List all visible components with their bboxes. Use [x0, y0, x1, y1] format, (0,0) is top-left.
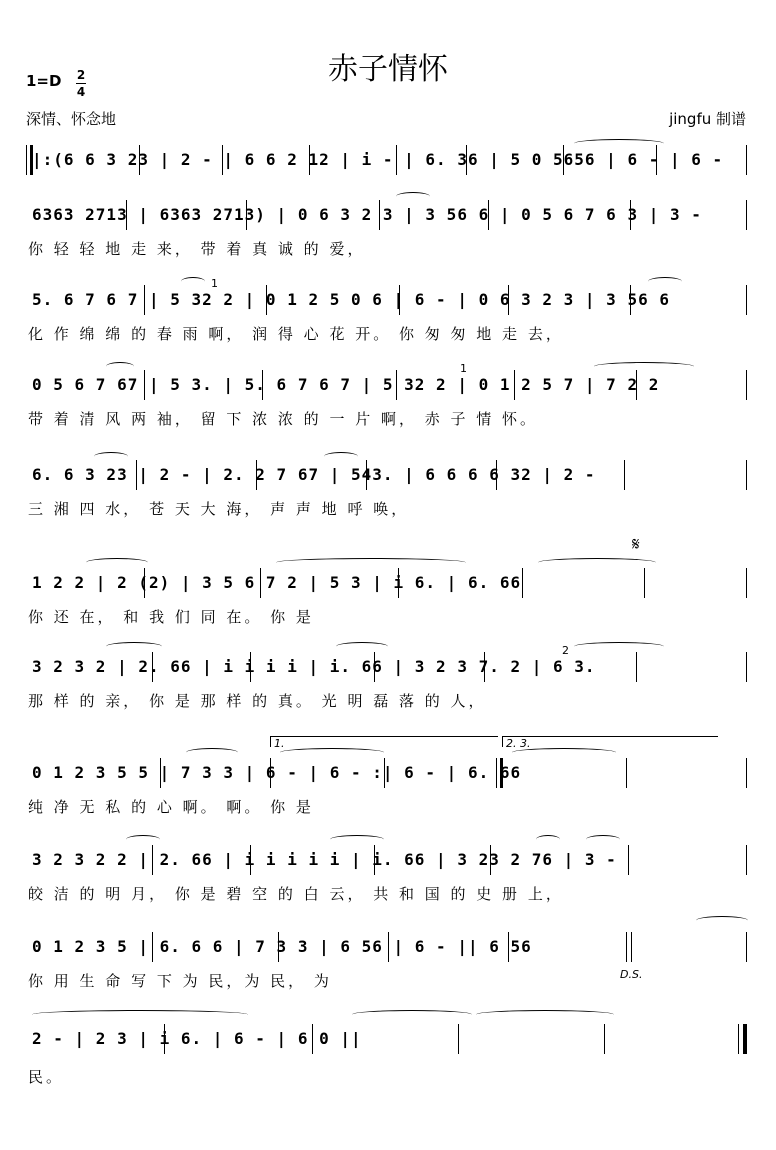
grace-note: 2	[562, 644, 569, 657]
key-signature: 1=D	[26, 72, 62, 90]
notation-line: |:(6 6 3 23 | 2 - | 6 6 2 12 | i - | 6. 36 | 5 0 5656 | 6 - | 6 -	[32, 150, 724, 169]
notation-line: 5. 6 7 6 7 | 5 32 2 | 0 1 2 5 0 6 | 6 - | 0 6 3 2 3 | 3 56 6	[32, 290, 670, 309]
notation-line: 3 2 3 2 | 2. 66 | i i i i | i. 66 | 3 2 3 7. 2 | 6 3.	[32, 657, 596, 676]
ds-marking: D.S.	[620, 968, 643, 981]
meter-bottom: 4	[76, 85, 86, 99]
lyrics-line: 你 用 生 命 写 下 为 民，为 民， 为	[28, 972, 332, 990]
time-signature	[76, 68, 86, 99]
lyrics-line: 化 作 绵 绵 的 春 雨 啊， 润 得 心 花 开。 你 匆 匆 地 走 去，	[28, 325, 564, 343]
tempo-marking: 深情、怀念地	[26, 110, 117, 128]
composer-credit: jingfu 制谱	[669, 110, 746, 128]
lyrics-line: 纯 净 无 私 的 心 啊。 啊。 你 是	[28, 798, 314, 816]
notation-line: 6363 2713 | 6363 2713) | 0 6 3 2 3 | 3 56 6 | 0 5 6 7 6 3 | 3 -	[32, 205, 702, 224]
volta-second-third-ending: 2. 3.	[502, 736, 718, 747]
lyrics-line: 你 还 在， 和 我 们 同 在。 你 是	[28, 608, 314, 626]
notation-line: 6. 6 3 23 | 2 - | 2. 2 7 67 | 543. | 6 6 6 6 32 | 2 -	[32, 465, 596, 484]
lyrics-line: 三 湘 四 水， 苍 天 大 海， 声 声 地 呼 唤，	[28, 500, 410, 518]
notation-line: 2 - | 2 3 | i 6. | 6 - | 6 0 ||	[32, 1029, 362, 1048]
segno-sign: 𝄋	[632, 534, 640, 555]
notation-line: 0 1 2 3 5 5 | 7 3 3 | 6 - | 6 - :| 6 - | 6. 66	[32, 763, 522, 782]
grace-note: 1	[460, 362, 467, 375]
meter-top: 2	[76, 68, 86, 82]
notation-line: 0 1 2 3 5 | 6. 6 6 | 7 3 3 | 6 56 | 6 - || 6 56	[32, 937, 532, 956]
lyrics-line: 带 着 清 风 两 袖， 留 下 浓 浓 的 一 片 啊， 赤 子 情 怀。	[28, 410, 539, 428]
lyrics-line: 那 样 的 亲， 你 是 那 样 的 真。 光 明 磊 落 的 人，	[28, 692, 487, 710]
notation-line: 3 2 3 2 2 | 2. 66 | i i i i i | i. 66 | 3 23 2 76 | 3 -	[32, 850, 617, 869]
grace-note: 1	[211, 277, 218, 290]
notation-line: 0 5 6 7 67 | 5 3. | 5. 6 7 6 7 | 5 32 2 | 0 1 2 5 7 | 7 2 2	[32, 375, 660, 394]
page-title: 赤子情怀	[328, 52, 448, 87]
lyrics-line: 皎 洁 的 明 月， 你 是 碧 空 的 白 云， 共 和 国 的 史 册 上，	[28, 885, 564, 903]
notation-line: 1 2 2 | 2 (2) | 3 5 6 7 2 | 5 3 | i 6. | 6. 66	[32, 573, 522, 592]
lyrics-line: 你 轻 轻 地 走 来， 带 着 真 诚 的 爱，	[28, 240, 366, 258]
lyrics-line: 民。	[28, 1068, 65, 1086]
volta-first-ending: 1.	[270, 736, 498, 747]
